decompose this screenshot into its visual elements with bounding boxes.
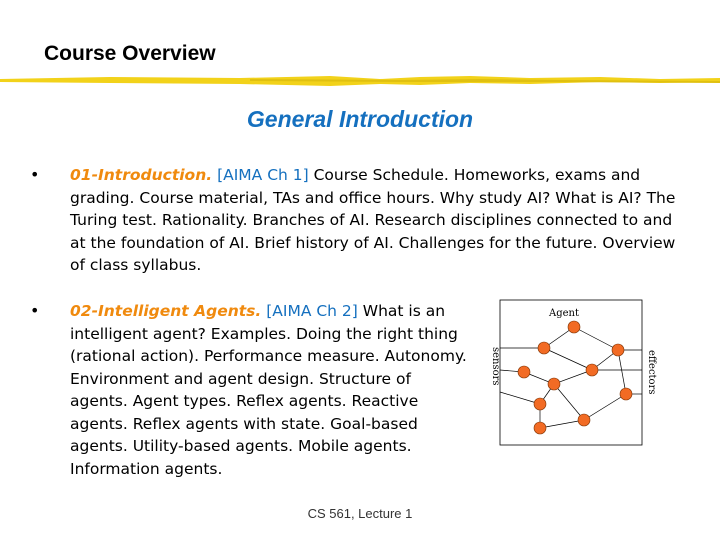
agent-diagram [488,292,658,452]
sensors-label: sensors [490,347,501,386]
topic-description: What is an intelligent agent? Examples. Doing the right thing (rational action). Performance measure. Autonomy. Environment and agent design. Structure of agents. Agent types. Reflex agents. Reactive agents. Reflex agents with state. Goal-based agents. Utility-based agents. Mobile agents. Information agents. [70,302,467,478]
topic-reference: [AIMA Ch 1] [217,166,309,184]
section-heading: General Introduction [246,106,474,132]
topic-title: 01-Introduction. [70,166,213,184]
topic-reference: [AIMA Ch 2] [266,302,358,320]
slide-title: Course Overview [44,42,216,65]
agent-label: Agent [549,308,579,319]
topic-description: Course Schedule. Homeworks, exams and grading. Course material, TAs and office hours. Why study AI? What is AI? The Turing test. Rationality. Branches of AI. Research disciplines connected to and at the foundation of AI. Brief history of AI. Challenges for the future. Overview of class syllabus. [70,166,676,274]
bullet-01-introduction [70,164,682,277]
bullet-02-intelligent-agents [70,300,470,480]
bullet-marker: • [30,165,40,184]
bullet-marker: • [30,301,40,320]
topic-title: 02-Intelligent Agents. [70,302,262,320]
effectors-label: effectors [646,350,657,395]
title-underline [0,70,720,92]
slide-footer: CS 561, Lecture 1 [307,506,413,521]
